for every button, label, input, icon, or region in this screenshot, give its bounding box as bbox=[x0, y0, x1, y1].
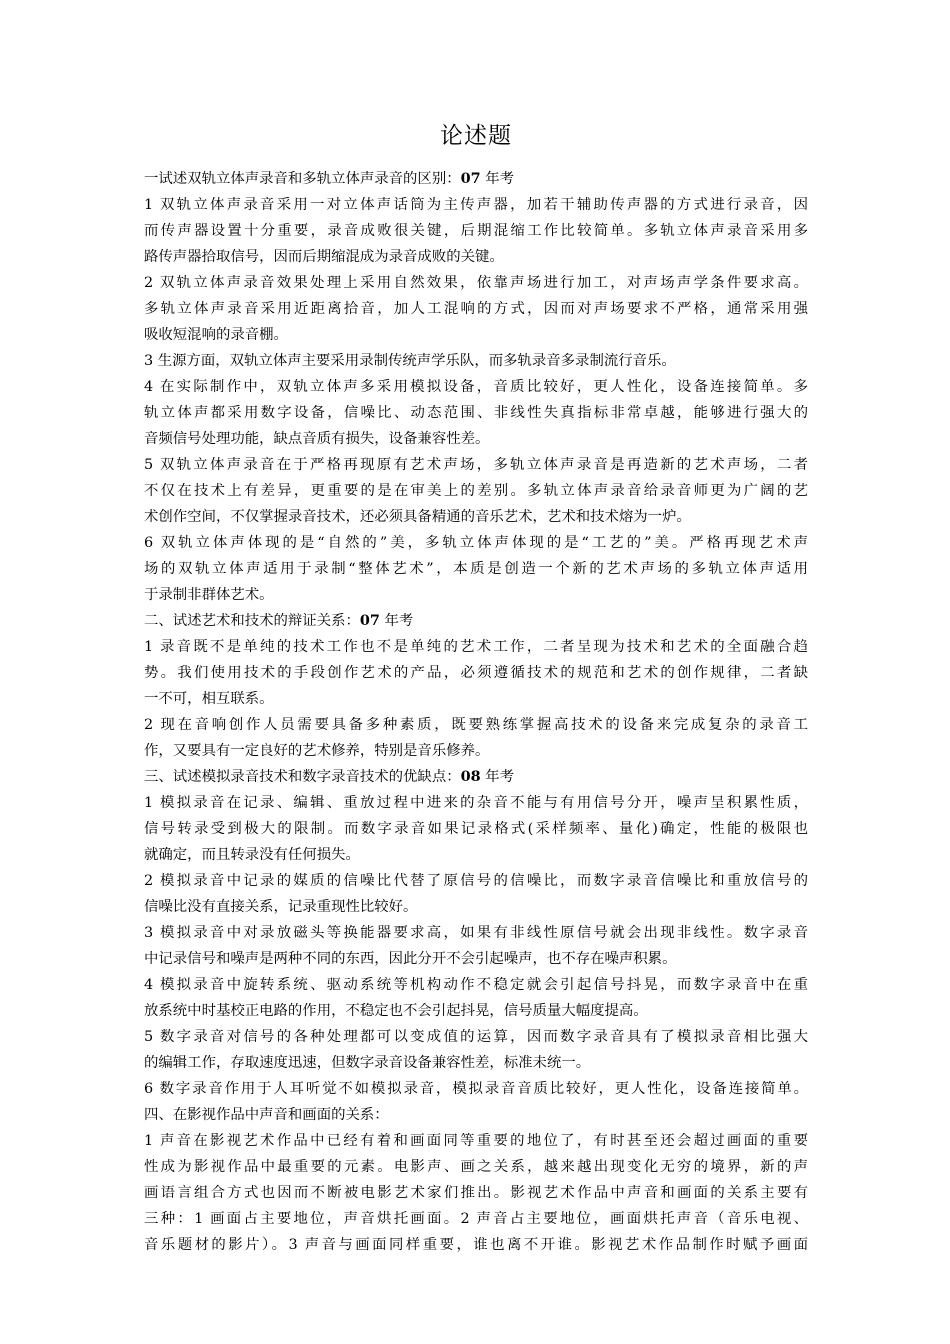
line-text: 1 声音在影视艺术作品中已经有着和画面同等重要的地位了，有时甚至还会超过画面的重要 bbox=[144, 1133, 808, 1149]
text-line bbox=[144, 582, 808, 608]
line-text: 6 数字录音作用于人耳听觉不如模拟录音，模拟录音音质比较好，更人性化，设备连接简单。 bbox=[144, 1081, 808, 1097]
line-suffix: 年考 bbox=[480, 171, 514, 187]
line-text: 作，又要具有一定良好的艺术修养，特别是音乐修养。 bbox=[144, 743, 490, 759]
text-line bbox=[144, 1024, 808, 1050]
line-text: 2 双轨立体声录音效果处理上采用自然效果，依靠声场进行加工，对声场声学条件要求高。 bbox=[144, 275, 808, 291]
text-line bbox=[144, 1050, 808, 1076]
text-line bbox=[144, 478, 808, 504]
text-line bbox=[144, 842, 808, 868]
text-line bbox=[144, 374, 808, 400]
line-text: 3 模拟录音中对录放磁头等换能器要求高，如果有非线性原信号就会出现非线性。数字录音 bbox=[144, 925, 808, 941]
exam-year: 07 bbox=[359, 612, 380, 629]
line-text: 路传声器拾取信号，因而后期缩混成为录音成败的关键。 bbox=[144, 249, 504, 265]
line-text: 5 数字录音对信号的各种处理都可以变成值的运算，因而数字录音具有了模拟录音相比强大 bbox=[144, 1029, 808, 1045]
text-line bbox=[144, 894, 808, 920]
text-line bbox=[144, 1180, 808, 1206]
line-text: 1 录音既不是单纯的技术工作也不是单纯的艺术工作，二者呈现为技术和艺术的全面融合趋 bbox=[144, 639, 808, 655]
text-line bbox=[144, 166, 808, 192]
line-text: 音乐题材的影片）。3 声音与画面同样重要，谁也离不开谁。影视艺术作品制作时赋予画面 bbox=[144, 1237, 808, 1253]
line-text: 音频信号处理功能，缺点音质有损失，设备兼容性差。 bbox=[144, 431, 490, 447]
line-text: 势。我们使用技术的手段创作艺术的产品，必须遵循技术的规范和艺术的创作规律，二者缺 bbox=[144, 665, 808, 681]
line-text: 信号转录受到极大的限制。而数字录音如果记录格式(采样频率、量化)确定，性能的极限也 bbox=[144, 821, 808, 837]
text-line bbox=[144, 218, 808, 244]
line-text: 3 生源方面，双轨立体声主要采用录制传统声学乐队，而多轨录音多录制流行音乐。 bbox=[144, 353, 676, 369]
text-line bbox=[144, 296, 808, 322]
text-line bbox=[144, 816, 808, 842]
text-line bbox=[144, 1154, 808, 1180]
text-line bbox=[144, 1102, 808, 1128]
text-line bbox=[144, 244, 808, 270]
line-text: 一试述双轨立体声录音和多轨立体声录音的区别： bbox=[144, 171, 461, 187]
line-text: 1 双轨立体声录音采用一对立体声话筒为主传声器，加若干辅助传声器的方式进行录音，因 bbox=[144, 197, 808, 213]
text-line bbox=[144, 270, 808, 296]
text-line bbox=[144, 764, 808, 790]
exam-year: 07 bbox=[460, 170, 481, 187]
line-text: 6 双轨立体声体现的是“自然的”美，多轨立体声体现的是“工艺的”美。严格再现艺术声 bbox=[144, 535, 808, 551]
line-suffix: 年考 bbox=[379, 613, 414, 629]
text-line bbox=[144, 504, 808, 530]
line-text: 2 模拟录音中记录的媒质的信噪比代替了原信号的信噪比，而数字录音信噪比和重放信号的 bbox=[144, 873, 808, 889]
text-line bbox=[144, 530, 808, 556]
line-text: 1 模拟录音在记录、编辑、重放过程中进来的杂音不能与有用信号分开，噪声呈积累性质， bbox=[144, 795, 808, 811]
line-text: 画语言组合方式也因而不断被电影艺术家们推出。影视艺术作品中声音和画面的关系主要有 bbox=[144, 1185, 808, 1201]
text-line bbox=[144, 1076, 808, 1102]
text-line bbox=[144, 686, 808, 712]
line-text: 多轨立体声录音采用近距离拾音，加人工混响的方式，因而对声场要求不严格，通常采用强 bbox=[144, 301, 808, 317]
text-line bbox=[144, 348, 808, 374]
text-line bbox=[144, 1128, 808, 1154]
text-line bbox=[144, 738, 808, 764]
line-text: 二、试述艺术和技术的辩证关系： bbox=[144, 613, 360, 629]
line-text: 性成为影视作品中最重要的元素。电影声、画之关系，越来越出现变化无穷的境界，新的声 bbox=[144, 1159, 808, 1175]
text-line bbox=[144, 556, 808, 582]
line-text: 而传声器设置十分重要，录音成败很关键，后期混缩工作比较简单。多轨立体声录音采用多 bbox=[144, 223, 808, 239]
line-text: 就确定，而且转录没有任何损失。 bbox=[144, 847, 360, 863]
line-text: 场的双轨立体声适用于录制“整体艺术”，本质是创造一个新的艺术声场的多轨立体声适用 bbox=[144, 561, 808, 577]
line-text: 5 双轨立体声录音在于严格再现原有艺术声场，多轨立体声录音是再造新的艺术声场，二者 bbox=[144, 457, 808, 473]
text-line bbox=[144, 452, 808, 478]
text-line bbox=[144, 712, 808, 738]
line-text: 三种：1 画面占主要地位，声音烘托画面。2 声音占主要地位，画面烘托声音（音乐电视、 bbox=[144, 1211, 808, 1227]
text-line bbox=[144, 1206, 808, 1232]
line-text: 三、试述模拟录音技术和数字录音技术的优缺点： bbox=[144, 769, 461, 785]
line-text: 吸收短混响的录音棚。 bbox=[144, 327, 288, 343]
line-text: 中记录信号和噪声是两种不同的东西，因此分开不会引起噪声，也不存在噪声积累。 bbox=[144, 951, 677, 967]
line-text: 术创作空间，不仅掌握录音技术，还必须具备精通的音乐艺术，艺术和技术熔为一炉。 bbox=[144, 509, 691, 525]
text-line bbox=[144, 946, 808, 972]
document-body bbox=[144, 166, 808, 1258]
text-line bbox=[144, 634, 808, 660]
line-text: 一不可，相互联系。 bbox=[144, 691, 274, 707]
document-page bbox=[144, 120, 808, 1258]
line-text: 轨立体声都采用数字设备，信噪比、动态范围、非线性失真指标非常卓越，能够进行强大的 bbox=[144, 405, 808, 421]
line-text: 不仅在技术上有差异，更重要的是在审美上的差别。多轨立体声录音给录音师更为广阔的艺 bbox=[144, 483, 808, 499]
line-text: 的编辑工作，存取速度迅速，但数字录音设备兼容性差，标准未统一。 bbox=[144, 1055, 591, 1071]
line-text: 2 现在音响创作人员需要具备多种素质，既要熟练掌握高技术的设备来完成复杂的录音工 bbox=[144, 717, 808, 733]
text-line bbox=[144, 608, 808, 634]
text-line bbox=[144, 998, 808, 1024]
text-line bbox=[144, 322, 808, 348]
line-text: 信噪比没有直接关系，记录重现性比较好。 bbox=[144, 899, 418, 915]
line-text: 4 模拟录音中旋转系统、驱动系统等机构动作不稳定就会引起信号抖晃，而数字录音中在重 bbox=[144, 977, 808, 993]
document-title: 论述题 bbox=[440, 123, 512, 149]
text-line bbox=[144, 868, 808, 894]
line-text: 放系统中时基校正电路的作用，不稳定也不会引起抖晃，信号质量大幅度提高。 bbox=[144, 1003, 648, 1019]
text-line bbox=[144, 400, 808, 426]
line-suffix: 年考 bbox=[480, 769, 514, 785]
text-line bbox=[144, 972, 808, 998]
text-line bbox=[144, 790, 808, 816]
exam-year: 08 bbox=[460, 768, 481, 785]
text-line bbox=[144, 920, 808, 946]
line-text: 于录制非群体艺术。 bbox=[144, 587, 274, 603]
line-text: 4 在实际制作中，双轨立体声多采用模拟设备，音质比较好，更人性化，设备连接简单。多 bbox=[144, 379, 808, 395]
text-line bbox=[144, 1232, 808, 1258]
text-line bbox=[144, 426, 808, 452]
text-line bbox=[144, 192, 808, 218]
text-line bbox=[144, 660, 808, 686]
line-text: 四、在影视作品中声音和画面的关系： bbox=[144, 1107, 389, 1123]
